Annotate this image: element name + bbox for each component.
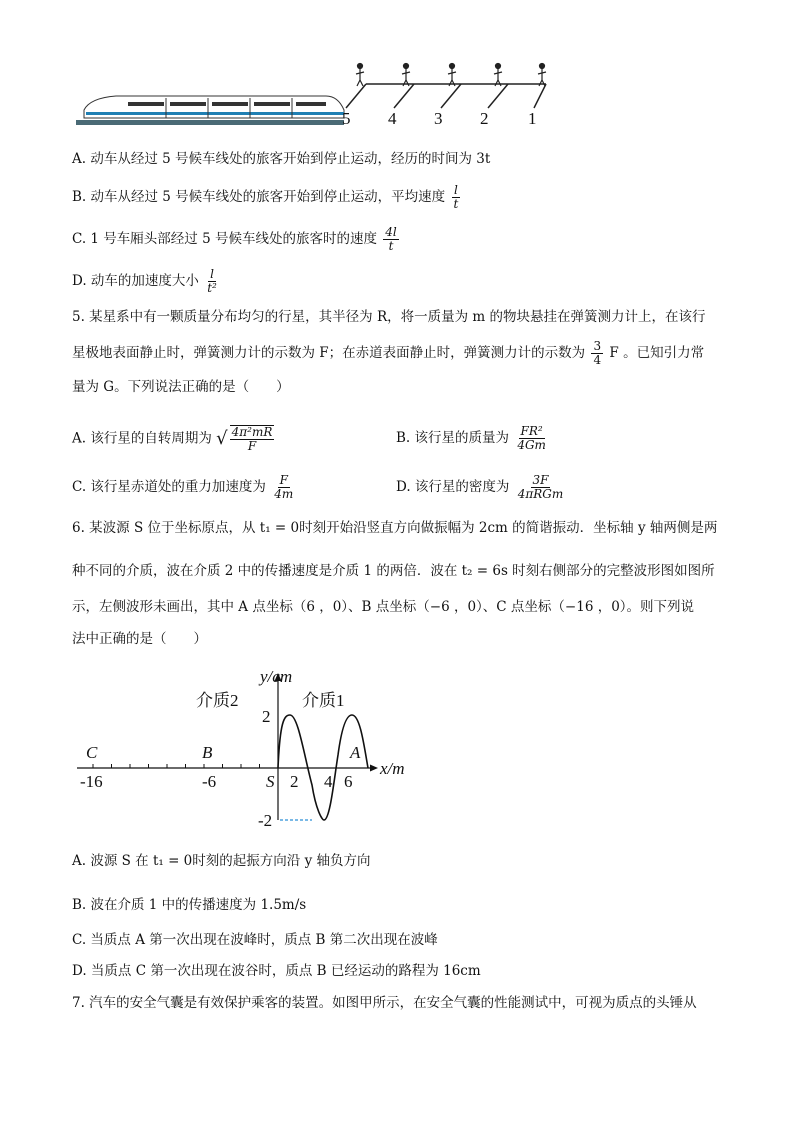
fraction-denominator: 4πRGm (517, 487, 564, 501)
x-axis-arrow-icon (370, 765, 378, 772)
tick-label-neg6: -6 (202, 772, 217, 791)
q5-option-a-fraction (230, 425, 275, 453)
fraction-denominator: t² (207, 281, 217, 295)
q5-stem-line1: 5. 某星系中有一颗质量分布均匀的行星，其半径为 R，将一质量为 m 的物块悬挂在弹簧测力计上，在该行 (72, 309, 706, 325)
q5-option-c (72, 474, 297, 501)
fraction-numerator: 4l (385, 225, 397, 239)
fraction-denominator: 4m (274, 487, 294, 501)
platform-lines (346, 84, 546, 108)
fraction-denominator: 4Gm (517, 438, 546, 452)
platform-number-4: 4 (388, 109, 397, 128)
medium-2-label: 介质2 (196, 691, 239, 710)
q5-stem-line3: 量为 G。下列说法正确的是（ ） (72, 379, 290, 395)
q6-option-a: A. 波源 S 在 t₁ = 0时刻的起振方向沿 y 轴负方向 (72, 853, 371, 869)
q5-option-c-text: C. 该行星赤道处的重力加速度为 (72, 479, 266, 495)
q5-option-a-text: A. 该行星的自转周期为 (72, 430, 212, 447)
fraction-numerator: 3 (593, 339, 602, 353)
y-axis-label: y/cm (260, 667, 293, 686)
q5-stem-line2-suffix: F 。已知引力常 (609, 345, 705, 361)
q6-stem-line2: 种不同的介质，波在介质 2 中的传播速度是介质 1 的两倍．波在 t₂ = 6s 时刻右侧部分的完整波形图如图所 (72, 563, 715, 579)
q6-stem-line4: 法中正确的是（ ） (72, 631, 207, 647)
tick-label-2: 2 (290, 772, 299, 791)
q4-option-b (72, 184, 462, 211)
point-a-label: A (350, 743, 361, 762)
fraction-numerator: l (453, 183, 458, 197)
point-c-label: C (86, 743, 98, 762)
tick-label-y2: 2 (262, 707, 271, 726)
q6-stem-line1: 6. 某波源 S 位于坐标原点，从 t₁ = 0时刻开始沿竖直方向做振幅为 2cm 的简谐振动．坐标轴 y 轴两侧是两 (72, 520, 718, 536)
q4-option-c (72, 226, 401, 253)
q7-stem-line1: 7. 汽车的安全气囊是有效保护乘客的装置。如图甲所示，在安全气囊的性能测试中，可视为质点的头锤从 (72, 995, 697, 1011)
q4-option-d (72, 268, 221, 295)
passenger-icons (356, 64, 546, 87)
q6-option-c: C. 当质点 A 第一次出现在波峰时，质点 B 第二次出现在波峰 (72, 932, 438, 948)
q4-option-a: A. 动车从经过 5 号候车线处的旅客开始到停止运动，经历的时间为 3t (72, 151, 491, 167)
train-platform-figure (76, 60, 556, 132)
train-windows (128, 102, 326, 106)
q6-stem-line3: 示，左侧波形未画出，其中 A 点坐标（6 ，0）、B 点坐标（−6 ，0）、C 点坐标（−16 ，0）。则下列说 (72, 599, 695, 615)
track (76, 120, 344, 125)
tick-label-6: 6 (344, 772, 353, 791)
fraction-numerator: F (279, 473, 288, 487)
q5-option-c-fraction (272, 474, 295, 501)
platform-number-2: 2 (480, 109, 489, 128)
fraction-numerator: 4π²mR (231, 425, 273, 439)
q5-stem-line2 (72, 340, 704, 367)
fraction-numerator: 3F (532, 473, 549, 487)
q5-three-quarters-fraction (591, 340, 603, 367)
wave-figure (72, 660, 432, 830)
fraction-denominator: 4 (593, 353, 602, 367)
q6-option-b: B. 波在介质 1 中的传播速度为 1.5m/s (72, 897, 307, 913)
q4-option-c-fraction (383, 226, 398, 253)
fraction-numerator: l (210, 267, 214, 281)
medium-1-label: 介质1 (302, 691, 345, 710)
fraction-denominator: F (247, 439, 257, 453)
q4-option-d-text: D. 动车的加速度大小 (72, 273, 199, 289)
q4-option-c-text: C. 1 号车厢头部经过 5 号候车线处的旅客时的速度 (72, 231, 377, 247)
q4-option-b-text: B. 动车从经过 5 号候车线处的旅客开始到停止运动，平均速度 (72, 189, 446, 205)
platform-number-5: 5 (342, 109, 351, 128)
q5-option-d (396, 474, 567, 501)
point-b-label: B (202, 743, 213, 762)
q5-option-b-text: B. 该行星的质量为 (396, 430, 510, 446)
q5-option-b-fraction (515, 425, 548, 452)
point-s-label: S (266, 772, 275, 791)
fraction-denominator: t (388, 239, 394, 253)
q5-option-b (396, 425, 550, 452)
x-axis-label: x/m (380, 759, 405, 778)
fraction-numerator: FR² (520, 424, 543, 438)
platform-number-3: 3 (434, 109, 443, 128)
q5-stem-line2-text: 星极地表面静止时，弹簧测力计的示数为 F；在赤道表面静止时，弹簧测力计的示数为 (72, 345, 586, 361)
tick-label-yneg2: -2 (258, 811, 273, 830)
tick-label-neg16: -16 (80, 772, 103, 791)
q4-option-b-fraction (451, 184, 460, 211)
q5-option-a (72, 425, 276, 453)
sqrt-icon: √ (216, 428, 228, 449)
q5-option-d-fraction (516, 474, 566, 501)
fraction-denominator: t (453, 197, 459, 211)
tick-label-4: 4 (324, 772, 333, 791)
q6-option-d: D. 当质点 C 第一次出现在波谷时，质点 B 已经运动的路程为 16cm (72, 963, 481, 979)
q4-option-d-fraction (205, 268, 219, 295)
q5-option-d-text: D. 该行星的密度为 (396, 479, 510, 495)
platform-number-1: 1 (528, 109, 537, 128)
